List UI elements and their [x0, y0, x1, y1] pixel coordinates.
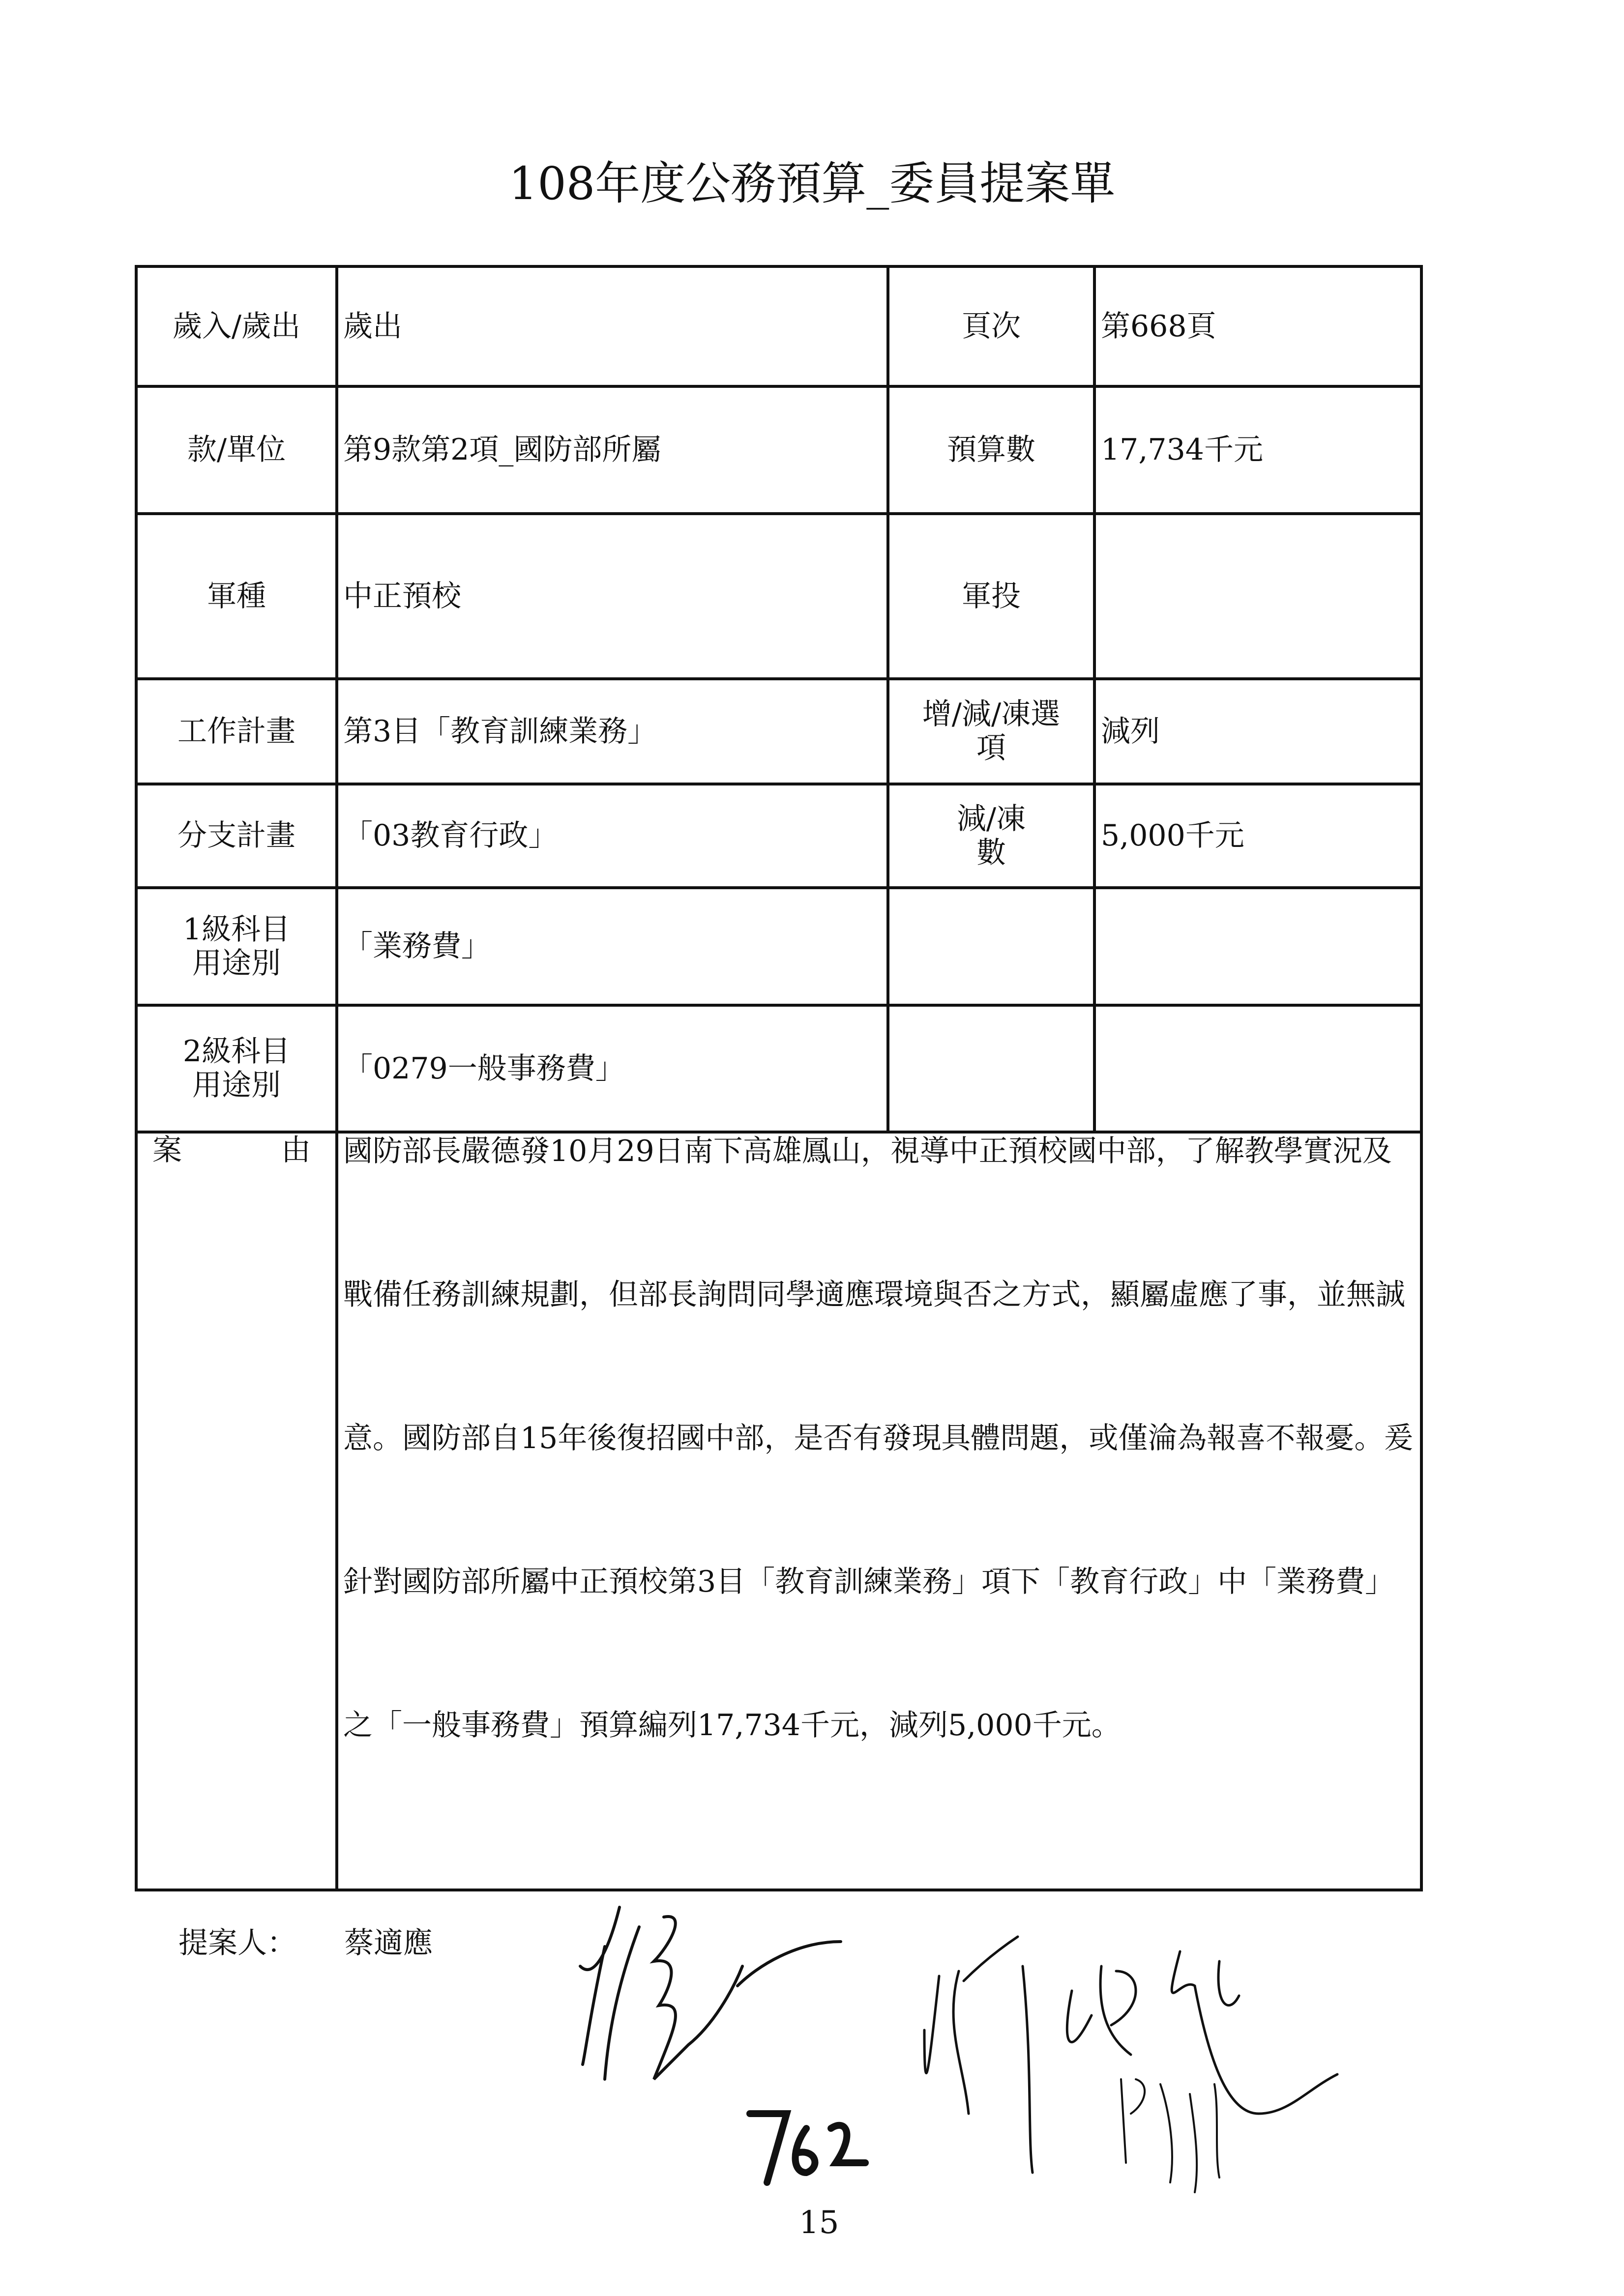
page-title: 108年度公務預算_委員提案單	[508, 157, 1116, 210]
field-label: 頁次	[888, 266, 1094, 386]
field-label: 分支計畫	[136, 784, 337, 888]
field-label: 工作計畫	[136, 679, 337, 784]
page-number: 15	[799, 2205, 839, 2241]
field-label: 歲入/歲出	[136, 266, 337, 386]
field-label: 軍種	[136, 514, 337, 679]
signature-1	[580, 1907, 841, 2079]
field-label: 款/單位	[136, 386, 337, 514]
signature-2	[924, 1937, 1337, 2173]
field-value: 「業務費」	[337, 888, 888, 1005]
field-label: 軍投	[888, 514, 1094, 679]
field-label: 減/凍數	[888, 784, 1094, 888]
field-label: 預算數	[888, 386, 1094, 514]
reason-text: 國防部長嚴德發10月29日南下高雄鳳山，視導中正預校國中部，了解教學實況及戰備任務訓練規劃，但部長詢問同學適應環境與否之方式，顯屬虛應了事，並無誠意。國防部自15年後復招國中部，是否有發現具體問題，或僅淪為報喜不報憂。爰針對國防部所屬中正預校第3目「教育訓練業務」項下「教育行政」中「業務費」之「一般事務費」預算編列17,734千元，減列5,000千元。	[343, 1134, 1414, 1743]
proposer-name: 蔡適應	[344, 1926, 433, 1960]
field-value: 第3目「教育訓練業務」	[337, 679, 888, 784]
field-value: 「03教育行政」	[337, 784, 888, 888]
field-value: 歲出	[337, 266, 888, 386]
reason-label-b: 由	[281, 1133, 311, 1167]
field-value: 第9款第2項_國防部所屬	[337, 386, 888, 514]
field-label: 2級科目用途別	[136, 1005, 337, 1132]
field-value: 「0279一般事務費」	[337, 1005, 888, 1132]
field-value: 第668頁	[1094, 266, 1421, 386]
field-label: 1級科目用途別	[136, 888, 337, 1005]
handwritten-number-762	[750, 2114, 865, 2182]
field-value: 17,734千元	[1094, 386, 1421, 514]
field-value: 5,000千元	[1094, 784, 1421, 888]
reason-label-a: 案	[152, 1133, 182, 1167]
handwritten-code	[1121, 2079, 1219, 2192]
field-label: 增/減/凍選項	[888, 679, 1094, 784]
proposer-label: 提案人：	[178, 1926, 296, 1960]
field-value: 中正預校	[337, 514, 888, 679]
field-value: 減列	[1094, 679, 1421, 784]
